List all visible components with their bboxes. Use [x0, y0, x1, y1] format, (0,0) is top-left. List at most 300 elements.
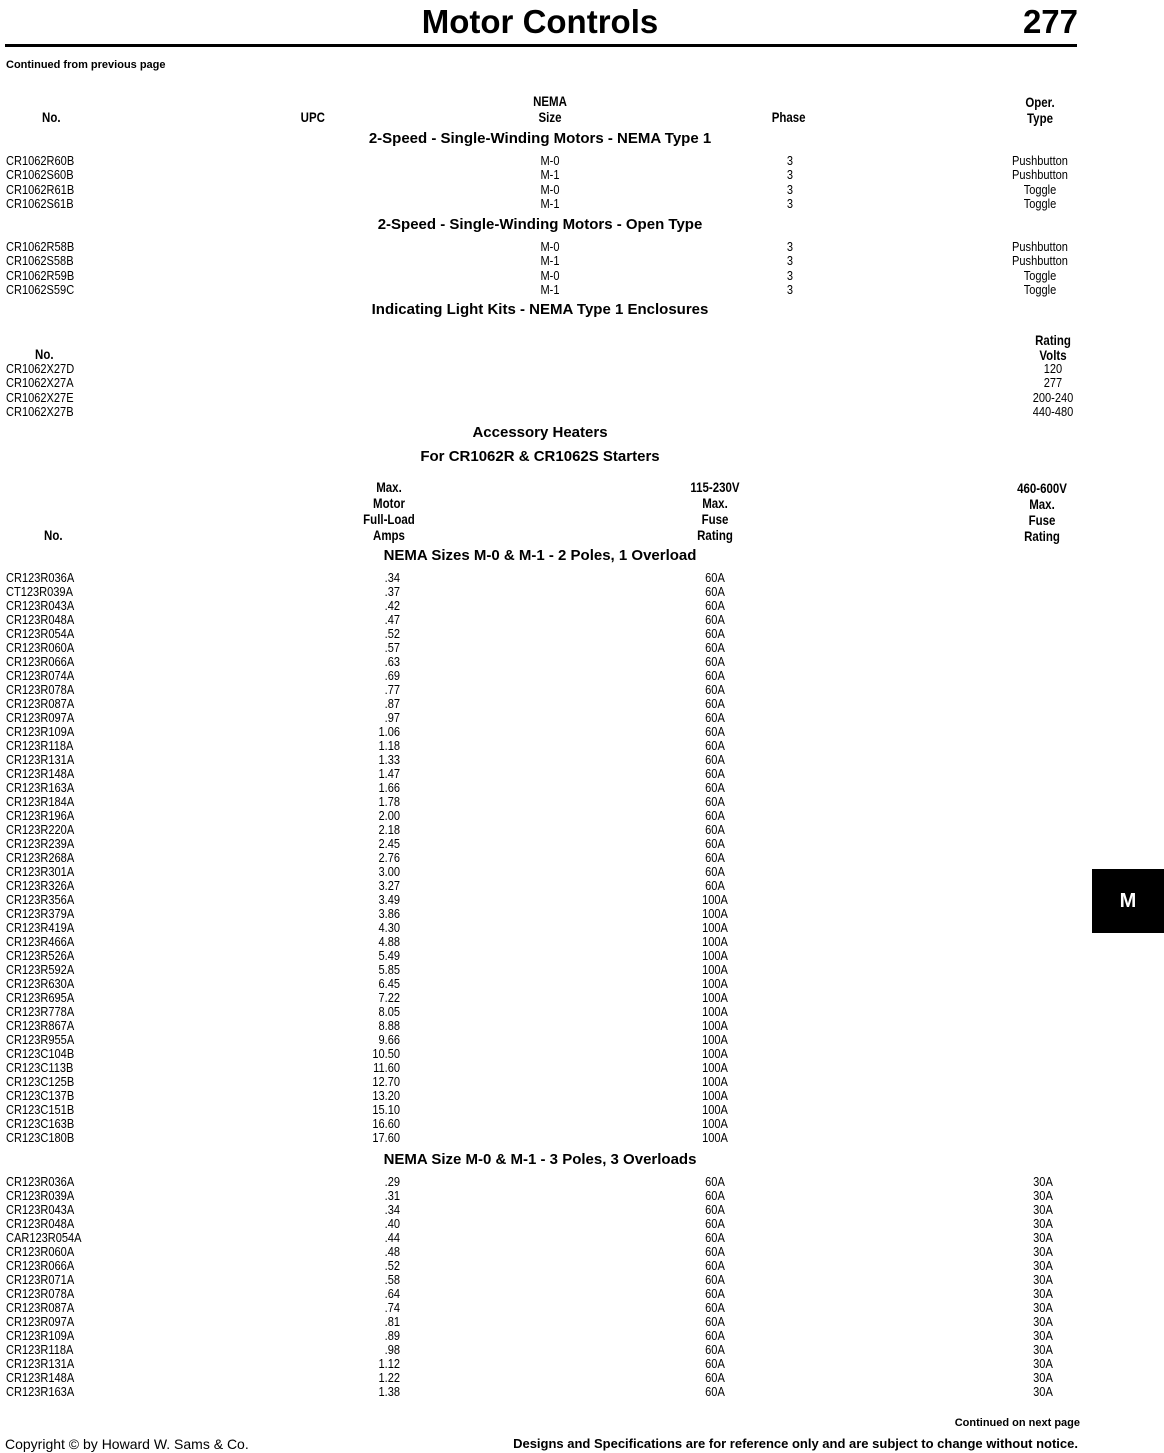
table-row: [0, 641, 1164, 655]
max-full-load-amps: 17.60: [372, 1129, 400, 1145]
part-number: CR123R060A: [6, 1243, 75, 1259]
max-full-load-amps: 9.66: [378, 1031, 400, 1047]
max-full-load-amps: .69: [384, 667, 400, 683]
table-row: [0, 851, 1164, 865]
col-header-no: No.: [42, 109, 61, 125]
table-row: [0, 405, 1164, 419]
part-number: CR123R071A: [6, 1271, 75, 1287]
fuse-rating-115-230v: 60A: [705, 611, 725, 627]
table-row: [0, 240, 1164, 254]
operator-type: Pushbutton: [1012, 239, 1068, 254]
max-full-load-amps: 1.12: [378, 1355, 400, 1371]
table-row: [0, 627, 1164, 641]
fuse-rating-115-230v: 60A: [705, 1243, 725, 1259]
phase: 3: [786, 167, 794, 183]
part-number: CR123C137B: [6, 1087, 75, 1103]
section-title: NEMA Size M-0 & M-1 - 3 Poles, 3 Overloads: [383, 1151, 697, 1168]
rating-volts: 120: [1043, 361, 1063, 376]
max-full-load-amps: 5.85: [378, 961, 400, 977]
heater-header-amps-1: Max.: [376, 479, 402, 495]
phase: 3: [786, 195, 794, 211]
part-number: CR1062S59C: [6, 281, 75, 297]
fuse-rating-115-230v: 60A: [705, 1229, 725, 1245]
part-number: CR1062X27E: [6, 389, 74, 405]
table-row: [0, 1231, 1164, 1245]
fuse-rating-115-230v: 100A: [702, 1087, 728, 1103]
table-row: [0, 935, 1164, 949]
table-row: [0, 949, 1164, 963]
table-row: [0, 1103, 1164, 1117]
table-row: [0, 1047, 1164, 1061]
part-number: CR123R301A: [6, 863, 75, 879]
heater-header-fuse2-2: Max.: [1029, 496, 1055, 512]
part-number: CR123C104B: [6, 1045, 75, 1061]
table-row: [0, 767, 1164, 781]
fuse-rating-115-230v: 100A: [702, 1045, 728, 1061]
col-header-upc: UPC: [300, 109, 325, 125]
max-full-load-amps: .64: [384, 1285, 400, 1301]
table-row: [0, 711, 1164, 725]
phase: 3: [786, 281, 794, 297]
page-number: 277: [1022, 3, 1078, 40]
fuse-rating-115-230v: 100A: [702, 1059, 728, 1075]
max-full-load-amps: .87: [384, 695, 400, 711]
part-number: CR123R239A: [6, 835, 75, 851]
fuse-rating-115-230v: 60A: [705, 625, 725, 641]
table-row: [0, 977, 1164, 991]
fuse-rating-115-230v: 60A: [705, 1271, 725, 1287]
section-title: 2-Speed - Single-Winding Motors - Open Type: [377, 216, 703, 233]
part-number: CR1062R58B: [6, 239, 75, 254]
table-row: [0, 1033, 1164, 1047]
part-number: CT123R039A: [6, 583, 73, 599]
max-full-load-amps: 3.49: [378, 891, 400, 907]
part-number: CR123R078A: [6, 1285, 75, 1301]
part-number: CR123R867A: [6, 1017, 75, 1033]
part-number: CR123R268A: [6, 849, 75, 865]
max-full-load-amps: .97: [384, 709, 400, 725]
table-row: [0, 1385, 1164, 1399]
max-full-load-amps: .37: [384, 583, 400, 599]
part-number: CR123R066A: [6, 1257, 75, 1273]
max-full-load-amps: 2.45: [378, 835, 400, 851]
part-number: CR123R078A: [6, 681, 75, 697]
col-header-oper-line2: Type: [1027, 110, 1053, 126]
max-full-load-amps: .58: [384, 1271, 400, 1287]
max-full-load-amps: 5.49: [378, 947, 400, 963]
max-full-load-amps: .34: [384, 1201, 400, 1217]
fuse-rating-460-600v: 30A: [1033, 1383, 1053, 1399]
table-row: [0, 683, 1164, 697]
table-row: [0, 879, 1164, 893]
fuse-rating-115-230v: 100A: [702, 1017, 728, 1033]
max-full-load-amps: 3.86: [378, 905, 400, 921]
fuse-rating-460-600v: 30A: [1033, 1201, 1053, 1217]
light-kits-header-volts: Volts: [1039, 347, 1067, 363]
fuse-rating-115-230v: 100A: [702, 933, 728, 949]
table-row: [0, 725, 1164, 739]
light-kits-header-no: No.: [35, 346, 54, 362]
max-full-load-amps: 1.06: [378, 723, 400, 739]
max-full-load-amps: .57: [384, 639, 400, 655]
max-full-load-amps: 2.18: [378, 821, 400, 837]
heater-header-amps-3: Full-Load: [363, 511, 415, 527]
fuse-rating-115-230v: 60A: [705, 667, 725, 683]
fuse-rating-115-230v: 100A: [702, 905, 728, 921]
fuse-rating-115-230v: 60A: [705, 639, 725, 655]
header-rule: [5, 44, 1077, 47]
table-row: [0, 254, 1164, 268]
table-row: [0, 921, 1164, 935]
nema-size: M-0: [540, 267, 560, 283]
part-number: CR1062S58B: [6, 253, 74, 269]
part-number: CR123R043A: [6, 1201, 75, 1217]
operator-type: Pushbutton: [1012, 167, 1068, 183]
fuse-rating-115-230v: 60A: [705, 793, 725, 809]
page-title: Motor Controls: [421, 3, 659, 40]
table-row: [0, 865, 1164, 879]
max-full-load-amps: .74: [384, 1299, 400, 1315]
heaters-title: Accessory Heaters: [472, 424, 608, 441]
max-full-load-amps: .48: [384, 1243, 400, 1259]
fuse-rating-115-230v: 60A: [705, 1383, 725, 1399]
fuse-rating-460-600v: 30A: [1033, 1174, 1053, 1189]
table-row: [0, 1329, 1164, 1343]
fuse-rating-115-230v: 60A: [705, 1174, 725, 1189]
part-number: CR123R109A: [6, 1327, 75, 1343]
fuse-rating-115-230v: 60A: [705, 1257, 725, 1273]
table-row: [0, 907, 1164, 921]
part-number: CR123C125B: [6, 1073, 75, 1089]
fuse-rating-115-230v: 60A: [705, 1201, 725, 1217]
table-row: [0, 823, 1164, 837]
part-number: CR123R039A: [6, 1187, 75, 1203]
fuse-rating-460-600v: 30A: [1033, 1257, 1053, 1273]
fuse-rating-115-230v: 60A: [705, 849, 725, 865]
max-full-load-amps: 3.00: [378, 863, 400, 879]
part-number: CR1062R61B: [6, 181, 75, 197]
max-full-load-amps: 8.88: [378, 1017, 400, 1033]
part-number: CR123C163B: [6, 1115, 75, 1131]
part-number: CR1062S60B: [6, 167, 74, 183]
table-row: [0, 183, 1164, 197]
fuse-rating-115-230v: 60A: [705, 779, 725, 795]
fuse-rating-115-230v: 60A: [705, 597, 725, 613]
operator-type: Toggle: [1023, 181, 1057, 197]
heater-header-fuse-2: Max.: [702, 495, 728, 511]
heater-header-fuse2-1: 460-600V: [1017, 480, 1067, 496]
section-tab-m: M: [1092, 869, 1164, 933]
table-row: [0, 963, 1164, 977]
max-full-load-amps: 2.76: [378, 849, 400, 865]
part-number: CR123R087A: [6, 695, 75, 711]
fuse-rating-115-230v: 60A: [705, 863, 725, 879]
part-number: CR123R131A: [6, 751, 75, 767]
table-row: [0, 613, 1164, 627]
table-row: [0, 1019, 1164, 1033]
table-row: [0, 571, 1164, 585]
max-full-load-amps: .81: [384, 1313, 400, 1329]
max-full-load-amps: 16.60: [372, 1115, 400, 1131]
fuse-rating-460-600v: 30A: [1033, 1243, 1053, 1259]
max-full-load-amps: 1.33: [378, 751, 400, 767]
part-number: CR1062R60B: [6, 153, 75, 168]
table-row: [0, 753, 1164, 767]
fuse-rating-115-230v: 60A: [705, 1369, 725, 1385]
part-number: CR123R054A: [6, 625, 75, 641]
operator-type: Toggle: [1023, 267, 1057, 283]
col-header-phase: Phase: [771, 109, 806, 125]
max-full-load-amps: 1.47: [378, 765, 400, 781]
fuse-rating-115-230v: 60A: [705, 583, 725, 599]
fuse-rating-115-230v: 60A: [705, 723, 725, 739]
rating-volts: 200-240: [1032, 389, 1074, 405]
table-row: [0, 697, 1164, 711]
max-full-load-amps: 1.78: [378, 793, 400, 809]
fuse-rating-460-600v: 30A: [1033, 1271, 1053, 1287]
table-row: [0, 1315, 1164, 1329]
table-row: [0, 1245, 1164, 1259]
light-kits-header-rating: Rating: [1035, 332, 1071, 348]
table-row: [0, 1175, 1164, 1189]
part-number: CR1062X27D: [6, 361, 75, 376]
fuse-rating-460-600v: 30A: [1033, 1313, 1053, 1329]
table-row: [0, 1203, 1164, 1217]
max-full-load-amps: 3.27: [378, 877, 400, 893]
fuse-rating-115-230v: 60A: [705, 1355, 725, 1371]
fuse-rating-460-600v: 30A: [1033, 1229, 1053, 1245]
heater-header-fuse-4: Rating: [697, 527, 733, 543]
max-full-load-amps: .40: [384, 1215, 400, 1231]
fuse-rating-115-230v: 60A: [705, 695, 725, 711]
max-full-load-amps: .89: [384, 1327, 400, 1343]
table-row: [0, 1189, 1164, 1203]
max-full-load-amps: .42: [384, 597, 400, 613]
max-full-load-amps: .29: [384, 1174, 400, 1189]
fuse-rating-115-230v: 60A: [705, 821, 725, 837]
fuse-rating-460-600v: 30A: [1033, 1327, 1053, 1343]
table-row: [0, 376, 1164, 390]
table-row: [0, 1131, 1164, 1145]
table-row: [0, 1089, 1164, 1103]
part-number: CR1062S61B: [6, 195, 74, 211]
table-row: [0, 1357, 1164, 1371]
table-row: [0, 269, 1164, 283]
part-number: CR123C113B: [6, 1059, 74, 1075]
part-number: CR1062X27A: [6, 375, 74, 391]
part-number: CR123R955A: [6, 1031, 75, 1047]
part-number: CR123R048A: [6, 1215, 75, 1231]
table-row: [0, 197, 1164, 211]
part-number: CR123R131A: [6, 1355, 75, 1371]
fuse-rating-115-230v: 100A: [702, 1115, 728, 1131]
table-row: [0, 809, 1164, 823]
fuse-rating-115-230v: 60A: [705, 1341, 725, 1357]
table-row: [0, 1343, 1164, 1357]
fuse-rating-115-230v: 100A: [702, 975, 728, 991]
fuse-rating-460-600v: 30A: [1033, 1285, 1053, 1301]
table-row: [0, 1371, 1164, 1385]
table-row: [0, 391, 1164, 405]
max-full-load-amps: 8.05: [378, 1003, 400, 1019]
table-row: [0, 154, 1164, 168]
fuse-rating-115-230v: 100A: [702, 1101, 728, 1117]
table-row: [0, 1259, 1164, 1273]
part-number: CR123R184A: [6, 793, 75, 809]
part-number: CR123R097A: [6, 1313, 75, 1329]
part-number: CR123R326A: [6, 877, 75, 893]
fuse-rating-115-230v: 100A: [702, 1129, 728, 1145]
fuse-rating-115-230v: 100A: [702, 947, 728, 963]
part-number: CR123R097A: [6, 709, 75, 725]
table-row: [0, 893, 1164, 907]
part-number: CR123R060A: [6, 639, 75, 655]
col-header-oper-line1: Oper.: [1025, 94, 1055, 110]
table-row: [0, 283, 1164, 297]
fuse-rating-115-230v: 60A: [705, 570, 725, 585]
nema-size: M-1: [540, 253, 560, 269]
section-title: 2-Speed - Single-Winding Motors - NEMA Type 1: [368, 130, 712, 147]
heater-header-no: No.: [44, 527, 63, 543]
heater-header-fuse2-3: Fuse: [1028, 512, 1056, 528]
part-number: CR123R163A: [6, 1383, 75, 1399]
fuse-rating-115-230v: 100A: [702, 961, 728, 977]
nema-size: M-0: [540, 181, 560, 197]
part-number: CR123C151B: [6, 1101, 75, 1117]
part-number: CR123R066A: [6, 653, 75, 669]
fuse-rating-460-600v: 30A: [1033, 1299, 1053, 1315]
nema-size: M-1: [540, 281, 560, 297]
fuse-rating-115-230v: 60A: [705, 1313, 725, 1329]
copyright: Copyright © by Howard W. Sams & Co.: [5, 1436, 249, 1452]
max-full-load-amps: .44: [384, 1229, 400, 1245]
table-row: [0, 739, 1164, 753]
phase: 3: [786, 239, 794, 254]
part-number: CR123C180B: [6, 1129, 75, 1145]
nema-size: M-1: [540, 195, 560, 211]
part-number: CR123R163A: [6, 779, 75, 795]
fuse-rating-115-230v: 60A: [705, 751, 725, 767]
fuse-rating-115-230v: 100A: [702, 891, 728, 907]
fuse-rating-460-600v: 30A: [1033, 1341, 1053, 1357]
max-full-load-amps: 4.30: [378, 919, 400, 935]
part-number: CR123R695A: [6, 989, 75, 1005]
heater-header-amps-4: Amps: [373, 527, 405, 543]
table-row: [0, 795, 1164, 809]
fuse-rating-115-230v: 60A: [705, 1187, 725, 1203]
phase: 3: [786, 253, 794, 269]
fuse-rating-115-230v: 60A: [705, 737, 725, 753]
rating-volts: 277: [1043, 375, 1063, 391]
fuse-rating-115-230v: 60A: [705, 653, 725, 669]
fuse-rating-115-230v: 60A: [705, 1327, 725, 1343]
phase: 3: [786, 181, 794, 197]
fuse-rating-115-230v: 60A: [705, 1215, 725, 1231]
table-row: [0, 1005, 1164, 1019]
part-number: CR1062X27B: [6, 403, 74, 419]
operator-type: Toggle: [1023, 281, 1057, 297]
table-row: [0, 655, 1164, 669]
operator-type: Pushbutton: [1012, 253, 1068, 269]
part-number: CR123R379A: [6, 905, 75, 921]
table-row: [0, 1217, 1164, 1231]
fuse-rating-115-230v: 60A: [705, 1299, 725, 1315]
phase: 3: [786, 267, 794, 283]
fuse-rating-115-230v: 60A: [705, 835, 725, 851]
part-number: CR123R074A: [6, 667, 75, 683]
part-number: CR123R778A: [6, 1003, 75, 1019]
max-full-load-amps: .77: [384, 681, 400, 697]
max-full-load-amps: 6.45: [378, 975, 400, 991]
fuse-rating-115-230v: 60A: [705, 709, 725, 725]
table-row: [0, 585, 1164, 599]
table-row: [0, 599, 1164, 613]
max-full-load-amps: 10.50: [372, 1045, 400, 1061]
nema-size: M-0: [540, 239, 560, 254]
section-title: NEMA Sizes M-0 & M-1 - 2 Poles, 1 Overload: [383, 547, 697, 564]
part-number: CR123R048A: [6, 611, 75, 627]
max-full-load-amps: .98: [384, 1341, 400, 1357]
table-row: [0, 1061, 1164, 1075]
fuse-rating-115-230v: 60A: [705, 765, 725, 781]
max-full-load-amps: 7.22: [378, 989, 400, 1005]
heaters-subtitle: For CR1062R & CR1062S Starters: [420, 448, 660, 465]
table-row: [0, 669, 1164, 683]
max-full-load-amps: 12.70: [372, 1073, 400, 1089]
part-number: CR123R592A: [6, 961, 75, 977]
max-full-load-amps: 2.00: [378, 807, 400, 823]
light-kits-title: Indicating Light Kits - NEMA Type 1 Enclosures: [371, 301, 709, 318]
fuse-rating-115-230v: 100A: [702, 919, 728, 935]
continued-from-note: Continued from previous page: [6, 59, 166, 71]
part-number: CR123R036A: [6, 570, 75, 585]
nema-size: M-1: [540, 167, 560, 183]
part-number: CR1062R59B: [6, 267, 75, 283]
part-number: CR123R526A: [6, 947, 75, 963]
max-full-load-amps: .31: [384, 1187, 400, 1203]
heater-header-fuse2-4: Rating: [1024, 528, 1060, 544]
fuse-rating-460-600v: 30A: [1033, 1355, 1053, 1371]
part-number: CR123R043A: [6, 597, 75, 613]
table-row: [0, 991, 1164, 1005]
table-row: [0, 168, 1164, 182]
fuse-rating-115-230v: 100A: [702, 1003, 728, 1019]
part-number: CR123R087A: [6, 1299, 75, 1315]
col-header-nema-line2: Size: [538, 109, 562, 125]
max-full-load-amps: 13.20: [372, 1087, 400, 1103]
max-full-load-amps: 1.18: [378, 737, 400, 753]
operator-type: Toggle: [1023, 195, 1057, 211]
fuse-rating-115-230v: 100A: [702, 1073, 728, 1089]
part-number: CAR123R054A: [6, 1229, 82, 1245]
part-number: CR123R356A: [6, 891, 75, 907]
max-full-load-amps: .52: [384, 1257, 400, 1273]
fuse-rating-115-230v: 60A: [705, 877, 725, 893]
max-full-load-amps: .47: [384, 611, 400, 627]
max-full-load-amps: 1.22: [378, 1369, 400, 1385]
max-full-load-amps: 15.10: [372, 1101, 400, 1117]
fuse-rating-115-230v: 60A: [705, 807, 725, 823]
part-number: CR123R118A: [6, 1341, 74, 1357]
part-number: CR123R148A: [6, 1369, 75, 1385]
table-row: [0, 1287, 1164, 1301]
max-full-load-amps: 4.88: [378, 933, 400, 949]
max-full-load-amps: 1.66: [378, 779, 400, 795]
table-row: [0, 1273, 1164, 1287]
part-number: CR123R196A: [6, 807, 75, 823]
part-number: CR123R109A: [6, 723, 75, 739]
nema-size: M-0: [540, 153, 560, 168]
